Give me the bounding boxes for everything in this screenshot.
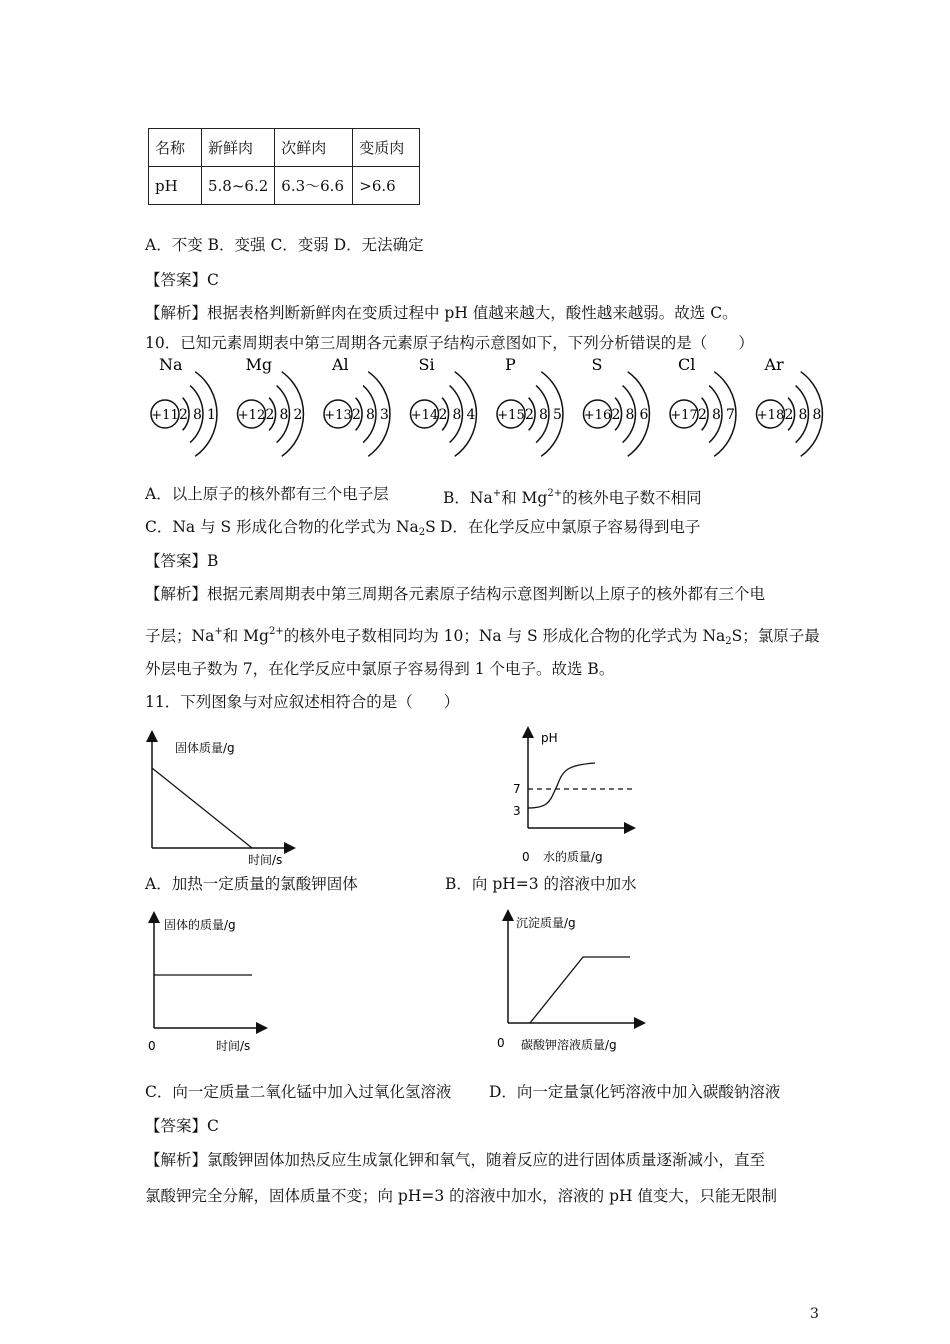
nucleus-charge: +13 [324, 408, 352, 423]
table-header: 名称 [149, 129, 202, 167]
graph-b-ylabel: pH [541, 731, 558, 745]
shell-electron-count: 8 [452, 407, 462, 423]
shell-electron-count: 8 [279, 407, 289, 423]
shell-electron-count: 4 [466, 407, 476, 423]
shell-electron-count: 2 [265, 407, 275, 423]
q11-answer: 【答案】C [145, 1117, 219, 1135]
q11-option-b: B．向 pH=3 的溶液中加水 [445, 875, 637, 893]
atom-symbol: Cl [678, 355, 696, 374]
graph-b-tick-3: 3 [513, 804, 521, 818]
shell-electron-count: 8 [193, 407, 202, 423]
q9-options: A．不变 B．变强 C．变弱 D．无法确定 [145, 236, 424, 254]
shell-electron-count: 8 [798, 407, 808, 423]
nucleus-charge: +12 [237, 408, 266, 423]
shell-electron-count: 2 [179, 407, 188, 423]
q11-option-a: A．加热一定质量的氯酸钾固体 [145, 875, 358, 893]
shell-electron-count: 7 [726, 407, 735, 423]
graph-a-line [152, 768, 252, 848]
q11-option-c: C．向一定质量二氧化锰中加入过氧化氢溶液 [145, 1083, 452, 1101]
graph-d-origin: 0 [497, 1036, 505, 1050]
graph-c [140, 905, 300, 1055]
atom-symbol: Na [159, 355, 183, 374]
table-cell: 6.3～6.6 [275, 167, 353, 205]
nucleus-charge: +18 [756, 408, 785, 423]
table-header: 新鲜肉 [202, 129, 275, 167]
graph-d [490, 905, 660, 1055]
q9-analysis: 【解析】根据表格判断新鲜肉在变质过程中 pH 值越来越大，酸性越来越弱。故选 C。 [145, 304, 738, 322]
atom-symbol: Al [332, 355, 349, 374]
table-cell: >6.6 [353, 167, 420, 205]
q11-analysis-line2: 氯酸钾完全分解，固体质量不变；向 pH=3 的溶液中加水，溶液的 pH 值变大，只能无限制 [145, 1187, 777, 1205]
shell-electron-count: 8 [812, 407, 822, 423]
graph-b-origin: 0 [522, 850, 530, 864]
graph-a-xlabel: 时间/s [248, 853, 283, 867]
atom-diagram-si [411, 355, 477, 456]
q10-option-a: A．以上原子的核外都有三个电子层 [145, 485, 389, 503]
graph-a-ylabel: 固体质量/g [175, 741, 235, 755]
atom-diagram-ar [757, 355, 823, 456]
nucleus-charge: +14 [410, 408, 439, 423]
q10-stem: 10．已知元素周期表中第三周期各元素原子结构示意图如下，下列分析错误的是（ ） [145, 334, 754, 352]
shell-electron-count: 2 [525, 407, 534, 423]
atom-symbol: Ar [764, 355, 784, 374]
graph-c-ylabel: 固体的质量/g [164, 918, 236, 932]
q10-option-c: C．Na 与 S 形成化合物的化学式为 $Na_2S$ [145, 518, 436, 538]
graph-a [140, 728, 300, 868]
atom-diagram-s [584, 355, 650, 456]
page-number: 3 [810, 1306, 819, 1322]
q10-analysis-line2: 子层；Na+和 $Mg^{2+}$的核外电子数相同均为 10；Na 与 S 形成化合物的化学式为 $Na_2S$；氯原子最 [145, 626, 820, 647]
atom-symbol: S [591, 355, 603, 374]
shell-electron-count: 2 [698, 407, 707, 423]
graph-b-curve [528, 763, 595, 808]
nucleus-charge: +11 [151, 408, 179, 423]
atom-diagram-p [497, 355, 563, 456]
q10-analysis-line3: 外层电子数为 7，在化学反应中氯原子容易得到 1 个电子。故选 B。 [145, 660, 615, 678]
ph-table [148, 128, 420, 205]
shell-electron-count: 2 [611, 407, 621, 423]
graph-d-line [530, 957, 630, 1023]
shell-electron-count: 2 [784, 407, 794, 423]
atom-symbol: P [505, 355, 516, 374]
atom-symbol: Mg [245, 355, 273, 374]
shell-electron-count: 6 [639, 407, 649, 423]
shell-electron-count: 8 [625, 407, 635, 423]
q11-analysis-line1: 【解析】氯酸钾固体加热反应生成氯化钾和氧气，随着反应的进行固体质量逐渐减小，直至 [145, 1151, 766, 1169]
q10-analysis-line1: 【解析】根据元素周期表中第三周期各元素原子结构示意图判断以上原子的核外都有三个电 [145, 585, 766, 603]
graph-c-xlabel: 时间/s [216, 1039, 251, 1053]
q10-option-d: D．在化学反应中氯原子容易得到电子 [440, 518, 701, 536]
q9-answer: 【答案】C [145, 271, 219, 289]
shell-electron-count: 2 [438, 407, 448, 423]
shell-electron-count: 8 [366, 407, 375, 423]
shell-electron-count: 2 [352, 407, 361, 423]
q10-option-b: B．Na+和 $Mg^{2+}$的核外电子数不相同 [443, 488, 702, 507]
nucleus-charge: +17 [670, 408, 698, 423]
shell-electron-count: 5 [553, 407, 562, 423]
atom-diagram-cl [670, 355, 736, 456]
table-cell: 5.8~6.2 [202, 167, 275, 205]
graph-d-xlabel: 碳酸钾溶液质量/g [521, 1038, 617, 1052]
atom-diagram-na [151, 355, 217, 456]
atom-diagram-al [324, 355, 390, 456]
q11-stem: 11．下列图象与对应叙述相符合的是（ ） [145, 693, 460, 711]
shell-electron-count: 1 [207, 407, 216, 423]
atom-symbol: Si [418, 355, 435, 374]
atom-diagram-mg [238, 355, 304, 456]
table-cell: pH [149, 167, 202, 205]
graph-b [505, 720, 665, 870]
shell-electron-count: 2 [293, 407, 303, 423]
graph-b-xlabel: 水的质量/g [543, 850, 603, 864]
graph-b-tick-7: 7 [513, 782, 521, 796]
nucleus-charge: +15 [497, 408, 525, 423]
shell-electron-count: 8 [539, 407, 548, 423]
atom-structure-diagrams [0, 350, 950, 480]
table-header: 变质肉 [353, 129, 420, 167]
table-header: 次鲜肉 [275, 129, 353, 167]
q10-answer: 【答案】B [145, 552, 219, 570]
nucleus-charge: +16 [583, 408, 612, 423]
shell-electron-count: 8 [712, 407, 721, 423]
graph-c-origin: 0 [148, 1039, 156, 1053]
shell-electron-count: 3 [380, 407, 389, 423]
q11-option-d: D．向一定量氯化钙溶液中加入碳酸钠溶液 [489, 1083, 781, 1101]
graph-d-ylabel: 沉淀质量/g [516, 916, 576, 930]
